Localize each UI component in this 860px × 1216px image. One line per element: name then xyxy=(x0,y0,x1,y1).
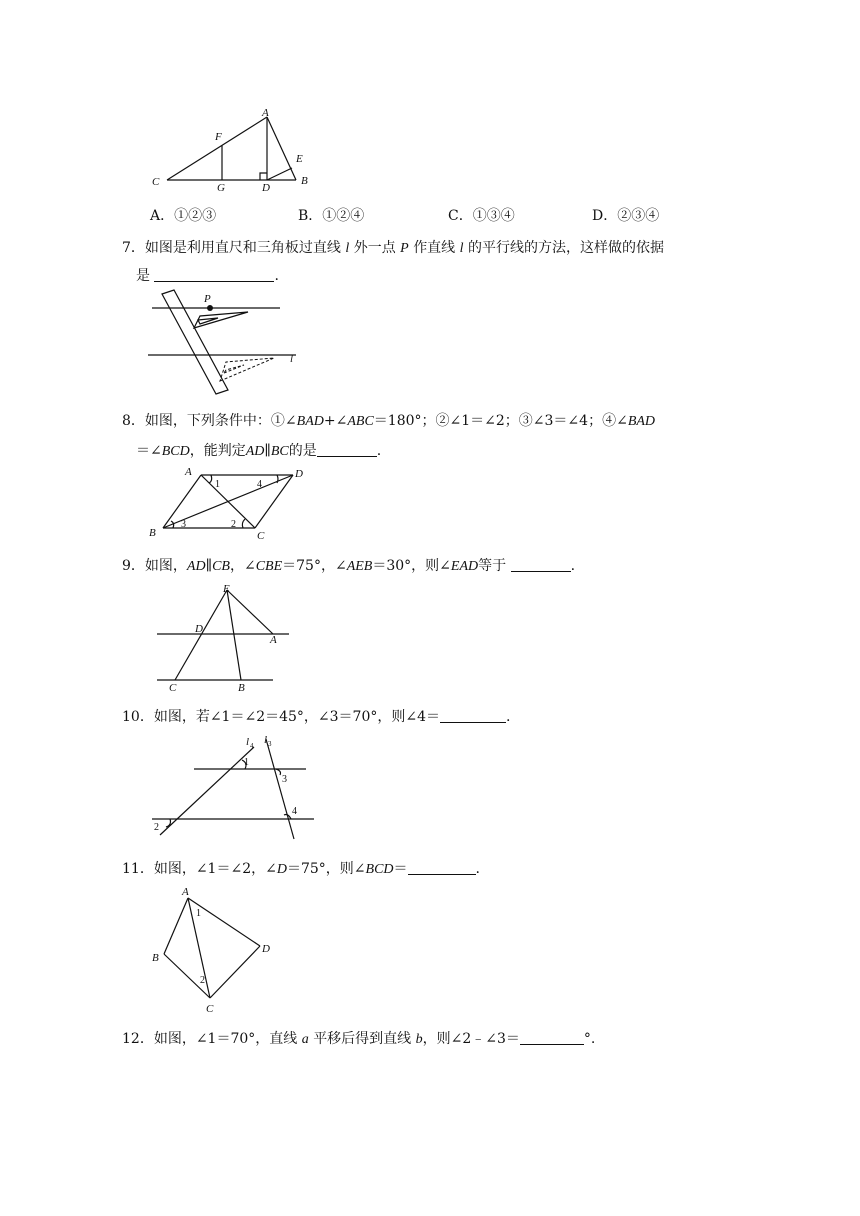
q11-text-line-1: 11．如图，∠1＝∠2，∠D＝75°，则∠BCD＝ . xyxy=(122,861,480,877)
q6-label-a: A xyxy=(262,107,269,119)
q9-label-c: C xyxy=(169,682,177,694)
q7-label-p: P xyxy=(204,293,211,305)
q7-figure xyxy=(148,290,308,400)
q8-label-d: D xyxy=(295,468,303,480)
q7-point-p xyxy=(207,305,213,311)
q6-option-b[interactable]: B．①②④ xyxy=(298,208,365,224)
q6-label-d: D xyxy=(262,182,270,194)
q9-label-e: E xyxy=(223,583,230,595)
q8-angle-1: 1 xyxy=(215,479,220,490)
q7-label-l: l xyxy=(290,353,294,365)
q8-answer-blank[interactable] xyxy=(317,442,377,457)
q7-answer-blank[interactable] xyxy=(154,267,274,282)
q10-angle-1: 1 xyxy=(244,757,249,768)
q6-label-c: C xyxy=(152,176,160,188)
q10-text-line-1: 10．如图，若∠1＝∠2＝45°，∠3＝70°，则∠4＝ . xyxy=(122,709,511,725)
q8-text-line-1: 8．如图，下列条件中：①∠BAD+∠ABC＝180°；②∠1＝∠2；③∠3＝∠4；④∠BAD xyxy=(122,413,656,429)
q11-label-c: C xyxy=(206,1003,214,1015)
q10-angle-2: 2 xyxy=(154,822,159,833)
q10-figure xyxy=(152,733,322,843)
q9-label-d: D xyxy=(195,623,203,635)
q8-figure xyxy=(145,465,315,540)
q11-label-d: D xyxy=(262,943,270,955)
q8-text-line-2: ＝∠BCD，能判定AD∥BC的是 . xyxy=(136,443,382,459)
q10-label-l3-sub: 3 xyxy=(268,740,272,748)
q11-angle-2: 2 xyxy=(200,975,205,986)
q11-angle-1: 1 xyxy=(196,908,201,919)
q11-answer-blank[interactable] xyxy=(408,860,476,875)
q7-text-line-1: 7．如图是利用直尺和三角板过直线 l 外一点 P 作直线 l 的平行线的方法，这样做的依据 xyxy=(122,240,664,256)
q8-label-b: B xyxy=(149,527,156,539)
q12-answer-blank[interactable] xyxy=(520,1030,584,1045)
q7-text-line-2: 是 . xyxy=(136,268,279,284)
q6-label-e: E xyxy=(296,153,303,165)
q6-option-c[interactable]: C．①③④ xyxy=(448,208,515,224)
q10-label-l4-sub: 4 xyxy=(250,742,254,750)
q12-text-line-1: 12．如图，∠1＝70°，直线 a 平移后得到直线 b，则∠2﹣∠3＝ °. xyxy=(122,1031,596,1047)
q6-figure xyxy=(150,105,320,195)
q9-label-b: B xyxy=(238,682,245,694)
q8-angle-3: 3 xyxy=(181,519,186,530)
q8-label-a: A xyxy=(185,466,192,478)
q10-answer-blank[interactable] xyxy=(440,708,506,723)
q10-angle-4: 4 xyxy=(292,806,297,817)
q10-angle-3: 3 xyxy=(282,774,287,785)
q9-figure xyxy=(155,582,295,694)
q6-label-b: B xyxy=(301,175,308,187)
q11-label-a: A xyxy=(182,886,189,898)
q6-label-f: F xyxy=(215,131,222,143)
q6-option-a[interactable]: A．①②③ xyxy=(150,208,217,224)
q9-answer-blank[interactable] xyxy=(511,557,571,572)
q9-text-line-1: 9．如图，AD∥CB，∠CBE＝75°，∠AEB＝30°，则∠EAD等于 . xyxy=(122,558,576,574)
q6-label-g: G xyxy=(217,182,225,194)
q11-figure xyxy=(148,884,278,1019)
q6-option-d[interactable]: D．②③④ xyxy=(592,208,660,224)
q11-label-b: B xyxy=(152,952,159,964)
q10-label-l4: l xyxy=(246,736,250,748)
q8-angle-2: 2 xyxy=(231,519,236,530)
q8-label-c: C xyxy=(257,530,265,542)
q10-label-l3: l xyxy=(264,734,268,746)
q9-label-a: A xyxy=(270,634,277,646)
q8-angle-4: 4 xyxy=(257,479,262,490)
